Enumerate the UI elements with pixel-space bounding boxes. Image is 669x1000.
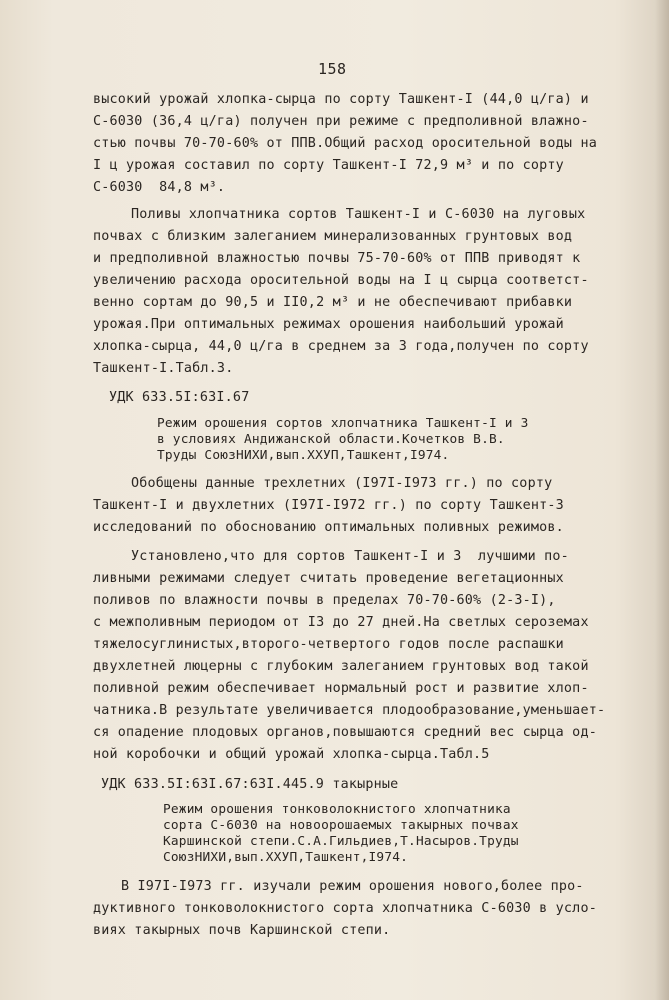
- text-line: I ц урожая составил по сорту Ташкент-I 72,9 м³ и по сорту: [93, 158, 564, 173]
- abstract-citation-line: сорта С-6030 на новоорошаемых такырных почвах: [163, 818, 519, 833]
- text-line: чатника.В результате увеличивается плодообразование,уменьшает-: [93, 703, 606, 718]
- text-line: тяжелосуглинистых,второго-четвертого годов после распашки: [93, 637, 564, 652]
- text-line: хлопка-сырца, 44,0 ц/га в среднем за 3 года,получен по сорту: [93, 339, 589, 354]
- text-line: ливными режимами следует считать проведение вегетационных: [93, 571, 564, 586]
- text-line: дуктивного тонковолокнистого сорта хлопчатника С-6030 в усло-: [93, 901, 597, 916]
- text-line: В I97I-I973 гг. изучали режим орошения нового,более про-: [121, 879, 584, 894]
- text-line: урожая.При оптимальных режимах орошения наибольший урожай: [93, 317, 564, 332]
- text-line: с межполивным периодом от I3 до 27 дней.На светлых сероземах: [93, 615, 589, 630]
- abstract-citation-line: в условиях Андижанской области.Кочетков В.В.: [157, 432, 505, 447]
- text-line: поливной режим обеспечивает нормальный рост и развитие хлоп-: [93, 681, 589, 696]
- text-line: увеличению расхода оросительной воды на I ц сырца соответст-: [93, 273, 589, 288]
- text-line: С-6030 84,8 м³.: [93, 180, 226, 195]
- page-edge-shadow: [655, 0, 669, 1000]
- udc-code: УДК 633.5I:63I.67: [109, 390, 250, 405]
- text-line: почвах с близким залеганием минерализованных грунтовых вод: [93, 229, 573, 244]
- text-line: исследований по обоснованию оптимальных поливных режимов.: [93, 520, 564, 535]
- text-line: Ташкент-I и двухлетних (I97I-I972 гг.) по сорту Ташкент-3: [93, 498, 564, 513]
- text-line: С-6030 (36,4 ц/га) получен при режиме с предполивной влажно-: [93, 114, 589, 129]
- text-line: Ташкент-I.Табл.3.: [93, 361, 234, 376]
- text-line: ся опадение плодовых органов,повышаются средний вес сырца од-: [93, 725, 597, 740]
- text-line: Обобщены данные трехлетних (I97I-I973 гг.) по сорту: [131, 476, 553, 491]
- text-line: венно сортам до 90,5 и II0,2 м³ и не обеспечивают прибавки: [93, 295, 573, 310]
- text-line: ной коробочки и общий урожай хлопка-сырца.Табл.5: [93, 747, 490, 762]
- udc-code: УДК 633.5I:63I.67:63I.445.9 такырные: [101, 777, 399, 792]
- text-line: высокий урожай хлопка-сырца по сорту Ташкент-I (44,0 ц/га) и: [93, 92, 589, 107]
- abstract-citation-line: Труды СоюзНИХИ,вып.ХХУП,Ташкент,I974.: [157, 448, 450, 463]
- abstract-citation-line: Режим орошения тонковолокнистого хлопчатника: [163, 802, 511, 817]
- abstract-citation-line: Режим орошения сортов хлопчатника Ташкент-I и 3: [157, 416, 529, 431]
- text-line: стью почвы 70-70-60% от ППВ.Общий расход оросительной воды на: [93, 136, 597, 151]
- text-line: двухлетней люцерны с глубоким залеганием грунтовых вод такой: [93, 659, 589, 674]
- abstract-citation-line: Каршинской степи.С.А.Гильдиев,Т.Насыров.Труды: [163, 834, 519, 849]
- text-line: Установлено,что для сортов Ташкент-I и 3 лучшими по-: [131, 549, 569, 564]
- text-line: виях такырных почв Каршинской степи.: [93, 923, 391, 938]
- text-line: Поливы хлопчатника сортов Ташкент-I и С-6030 на луговых: [131, 207, 586, 222]
- text-line: поливов по влажности почвы в пределах 70-70-60% (2-3-I),: [93, 593, 556, 608]
- page-number: 158: [318, 60, 347, 78]
- text-line: и предполивной влажностью почвы 75-70-60% от ППВ приводят к: [93, 251, 581, 266]
- abstract-citation-line: СоюзНИХИ,вып.ХХУП,Ташкент,I974.: [163, 850, 409, 865]
